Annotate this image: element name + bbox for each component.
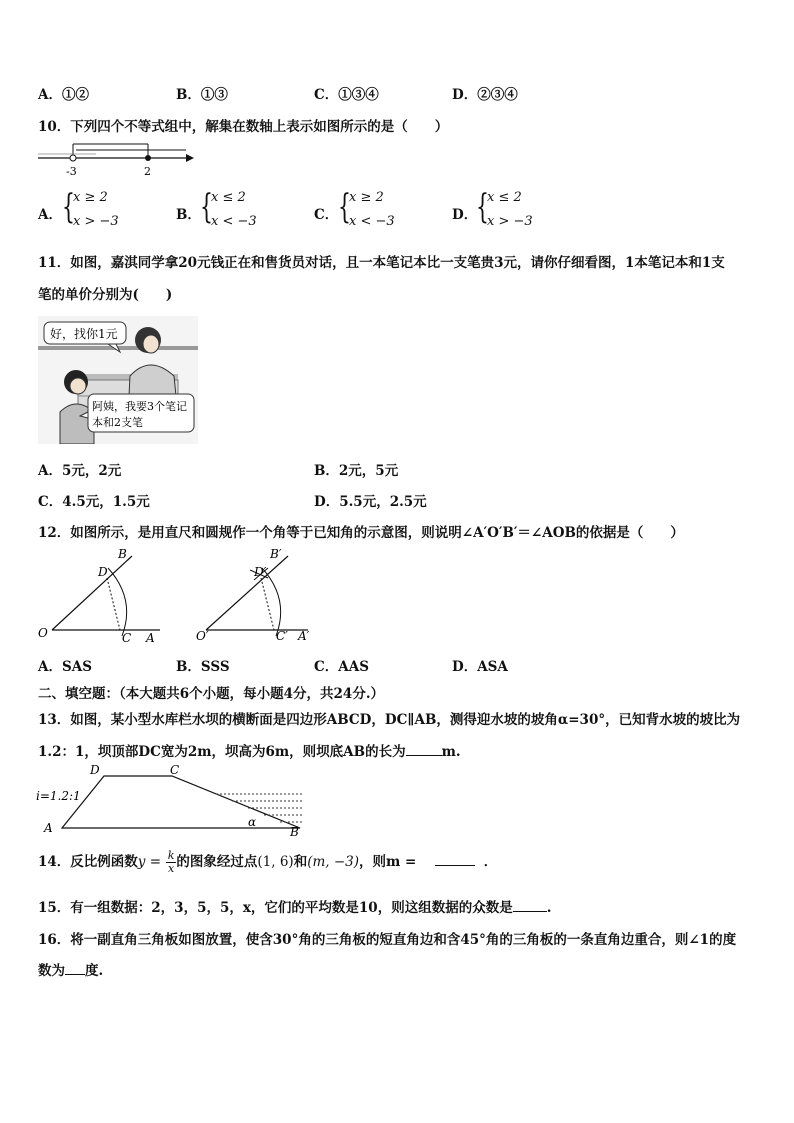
arrow-head-icon <box>186 154 194 162</box>
q11-option-b: B．2元，5元 <box>314 463 399 479</box>
q9-option-d: D．②③④ <box>452 87 518 103</box>
q10-option-b-system: { x ≤ 2 x < −3 <box>200 187 257 229</box>
q16-answer-blank <box>65 974 85 975</box>
q11-option-a: A．5元，2元 <box>38 463 122 479</box>
shop-dialogue-picture <box>38 316 198 444</box>
q12-option-b: B．SSS <box>176 659 230 675</box>
svg-text:O: O <box>38 626 48 640</box>
svg-text:A: A <box>44 821 53 835</box>
q16-line1: 16．将一副直角三角板如图放置，使含30°角的三角板的短直角边和含45°角的三角板的一条直角边重合，则∠1的度 <box>38 932 737 948</box>
section-title: 二、填空题：（本大题共6个小题，每小题4分，共24分.） <box>38 686 385 702</box>
q10-option-a-letter: A． <box>38 207 62 223</box>
q10-option-b-letter: B． <box>176 207 201 223</box>
q9-option-c: C．①③④ <box>314 87 379 103</box>
q12-stem: 12．如图所示，是用直尺和圆规作一个角等于已知角的示意图，则说明∠A′O′B′＝∠AOB的依据是（ ） <box>38 525 684 541</box>
q11-option-c: C．4.5元，1.5元 <box>38 494 150 510</box>
q16-line2: 数为 度. <box>38 963 104 979</box>
q12-option-d: D．ASA <box>452 659 508 675</box>
open-dot-icon <box>70 155 76 161</box>
svg-text:i=1.2:1: i=1.2:1 <box>36 789 81 803</box>
svg-text:A: A <box>146 631 155 645</box>
svg-text:A′: A′ <box>298 629 310 643</box>
q10-option-d-system: { x ≤ 2 x > −3 <box>476 187 533 229</box>
svg-text:B′: B′ <box>270 547 282 561</box>
q9-option-b: B．①③ <box>176 87 228 103</box>
closed-dot-icon <box>145 155 151 161</box>
q14-line: 14．反比例函数y = $\frac{k}{x}$ 的图象经过点(1, 6)和(m, −3)，则m = ． <box>38 849 498 875</box>
svg-text:α: α <box>248 815 257 829</box>
q9-option-a: A．①② <box>38 87 89 103</box>
axis-label-right: 2 <box>144 165 151 178</box>
svg-text:D′: D′ <box>254 565 267 579</box>
svg-text:O′: O′ <box>196 629 209 643</box>
bubble-bottom-text-1: 阿姨，我要3个笔记 <box>92 400 187 413</box>
q10-option-a-system: { x ≥ 2 x > −3 <box>62 187 119 229</box>
svg-text:C: C <box>122 631 132 645</box>
fraction-k-over-x: $\frac{k}{x}$ <box>167 849 175 875</box>
q11-stem-line1: 11．如图，嘉淇同学拿20元钱正在和售货员对话，且一本笔记本比一支笔贵3元，请你仔细看图，1本笔记本和1支 <box>38 255 725 271</box>
q13-line1: 13．如图，某小型水库栏水坝的横断面是四边形ABCD，DC∥AB，测得迎水坡的坡角α=30°，已知背水坡的坡比为 <box>38 712 741 728</box>
svg-text:D: D <box>98 565 108 579</box>
number-line-figure <box>36 138 196 178</box>
q10-stem: 10．下列四个不等式组中，解集在数轴上表示如图所示的是（ ） <box>38 119 449 135</box>
q10-option-c-system: { x ≥ 2 x < −3 <box>338 187 395 229</box>
svg-text:D: D <box>90 763 100 777</box>
q13-line2: 1.2：1，坝顶部DC宽为2m，坝高为6m，则坝底AB的长为 m. <box>38 744 461 760</box>
axis-label-left: -3 <box>66 165 77 178</box>
q13-answer-blank <box>406 755 442 756</box>
q15-answer-blank <box>513 911 547 912</box>
dam-cross-section-figure <box>36 762 316 840</box>
svg-text:B: B <box>290 825 299 839</box>
q11-stem-line2: 笔的单价分别为( ) <box>38 287 173 303</box>
bubble-bottom-text-2: 本和2支笔 <box>92 416 143 429</box>
q11-option-d: D．5.5元，2.5元 <box>314 494 427 510</box>
bubble-top-text: 好，找你1元 <box>50 327 118 341</box>
svg-text:C′: C′ <box>276 629 288 643</box>
compass-construction-figure <box>36 544 326 648</box>
svg-text:C: C <box>170 763 180 777</box>
q15-line: 15．有一组数据：2，3，5，5，x，它们的平均数是10，则这组数据的众数是 . <box>38 900 552 916</box>
q14-answer-blank <box>435 865 475 866</box>
q12-option-c: C．AAS <box>314 659 369 675</box>
svg-text:B: B <box>118 547 127 561</box>
q12-option-a: A．SAS <box>38 659 92 675</box>
q10-option-c-letter: C． <box>314 207 339 223</box>
q10-option-d-letter: D． <box>452 207 478 223</box>
